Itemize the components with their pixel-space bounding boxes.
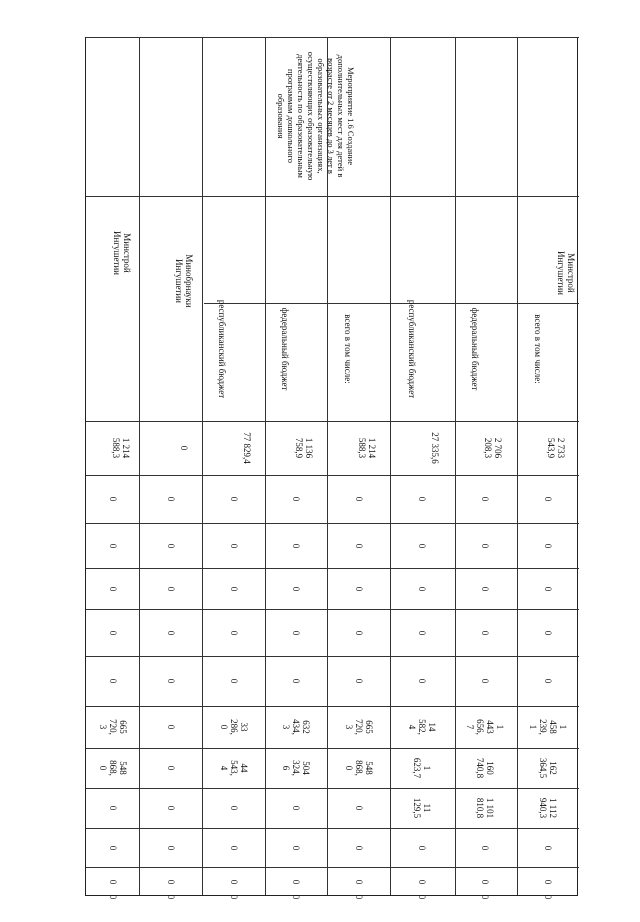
table-cell: 162 364,5 [538,757,558,779]
table-cell: 0 [480,630,490,635]
cell-total: 77 829,4 [242,432,252,464]
table-cell: 0 [543,630,553,635]
table-cell: 0 [166,678,176,684]
table-cell: 0 [166,496,176,502]
executor-label: Минстрой Ингушетии [556,251,576,295]
table-cell: 632 434, 3 [281,719,311,735]
table-cell: 0 [291,543,301,548]
executor-label: Минобрнауки Ингушетии [174,254,194,308]
table-cell: 0 [229,805,239,811]
table-cell: 1 458 239, 1 [528,719,568,735]
table-cell: 0 [229,894,239,900]
table-cell: 0 [166,724,176,730]
table-cell: 160 740,8 [475,757,495,779]
table-cell: 0 [108,630,118,635]
table-cell: 0 [543,879,553,885]
table-cell: 0 [229,630,239,635]
table-cell: 0 [229,586,239,591]
cell-total: 1 214 588,3 [111,437,131,459]
table-cell: 1 101 810,8 [475,797,495,819]
table-cell: 1 443 656, 7 [465,719,505,735]
cell-total: 1 136 758,9 [294,437,314,459]
table-cell: 1 112 940,3 [538,797,558,819]
table-cell: 0 [291,630,301,635]
cell-total: 0 [179,445,189,451]
table-cell: 0 [543,845,553,850]
table-cell: 0 [354,845,364,850]
table-cell: 0 [354,678,364,684]
table-cell: 0 [480,845,490,850]
col-divider [86,421,579,422]
table-cell: 0 [417,845,427,850]
table-cell: 0 [417,543,427,548]
table-cell: 0 [543,543,553,548]
funding-label: всего в том числе: [343,314,353,384]
funding-label: республиканский бюджет [407,299,417,399]
table-cell: 0 [108,586,118,591]
table-cell: 0 [229,678,239,684]
table-cell: 0 [108,805,118,811]
event-title: Мероприятие 1.6 Создание дополнительных мест для детей в возрасте от 2 месяцев до 3 лет в образовательных организациях, осуществляющих образовательную деятельность по образовательным программам дошкольного образования [276,51,356,181]
table-cell: 0 [354,879,364,885]
table-cell: 0 [108,894,118,900]
table-cell: 665 720, 3 [98,719,128,735]
table-cell: 0 [166,845,176,850]
table-cell: 0 [417,496,427,502]
table-cell: 0 [354,630,364,635]
col-divider [204,303,579,304]
table-cell: 0 [166,894,176,900]
table-cell: 0 [417,879,427,885]
funding-label: федеральный бюджет [280,307,290,391]
cell-total: 27 335,6 [430,432,440,464]
table-cell: 0 [166,765,176,771]
cell-total: 2 706 208,3 [483,437,503,459]
table-cell: 0 [291,586,301,591]
table-cell: 0 [543,496,553,502]
table-cell: 0 [166,543,176,548]
table-cell: 0 [354,586,364,591]
cell-total: 2 733 543,9 [546,437,566,459]
table-cell: 0 [229,879,239,885]
table-cell: 548 868, 0 [98,760,128,776]
table-cell: 0 [480,586,490,591]
table-cell: 0 [108,678,118,684]
table-cell: 0 [108,543,118,548]
table-cell: 0 [229,496,239,502]
executor-label: Минстрой Ингушетии [112,231,132,275]
table-cell: 548 868, 0 [344,760,374,776]
table-cell: 0 [543,678,553,684]
table-cell: 665 720, 3 [344,719,374,735]
table-cell: 0 [480,678,490,684]
table-cell: 0 [354,805,364,811]
table-cell: 33 286, 0 [219,719,249,735]
table-cell: 0 [417,586,427,591]
table-cell: 0 [291,678,301,684]
table-cell: 0 [108,879,118,885]
table-cell: 0 [354,543,364,548]
funding-label: федеральный бюджет [470,307,480,391]
table-cell: 0 [108,496,118,502]
table-cell: 0 [480,496,490,502]
table-cell: 0 [108,845,118,850]
table-cell: 0 [543,894,553,900]
table-cell: 1 623,7 [412,757,432,779]
table-cell: 0 [417,678,427,684]
table-cell: 504 324, 6 [281,760,311,776]
table-cell: 0 [229,543,239,548]
row-divider [455,38,456,895]
row-divider [517,38,518,895]
budget-table [85,37,578,900]
funding-label: всего в том числе: [533,314,543,384]
table-cell: 0 [291,894,301,900]
row-divider [202,38,203,895]
table-cell: 0 [417,630,427,635]
cell-total: 1 214 588,3 [357,437,377,459]
table-cell: 44 543, 4 [219,760,249,776]
table-cell: 0 [291,845,301,850]
table-cell: 0 [480,543,490,548]
table-cell: 0 [417,894,427,900]
table-cell: 0 [480,879,490,885]
table-cell: 0 [291,879,301,885]
table-cell: 0 [166,630,176,635]
funding-label: республиканский бюджет [217,299,227,399]
row-divider [139,38,140,895]
table-cell: 0 [229,845,239,850]
table-cell: 0 [354,496,364,502]
table-cell: 0 [291,496,301,502]
row-divider [390,38,391,895]
table-cell: 0 [166,805,176,811]
table-cell: 0 [543,586,553,591]
table-cell: 0 [166,586,176,591]
table-cell: 11 129,5 [412,797,432,819]
table-cell: 0 [480,894,490,900]
table-cell: 0 [291,805,301,811]
table-cell: 0 [354,894,364,900]
table-cell: 0 [166,879,176,885]
table-cell: 14 582, 4 [407,719,437,735]
